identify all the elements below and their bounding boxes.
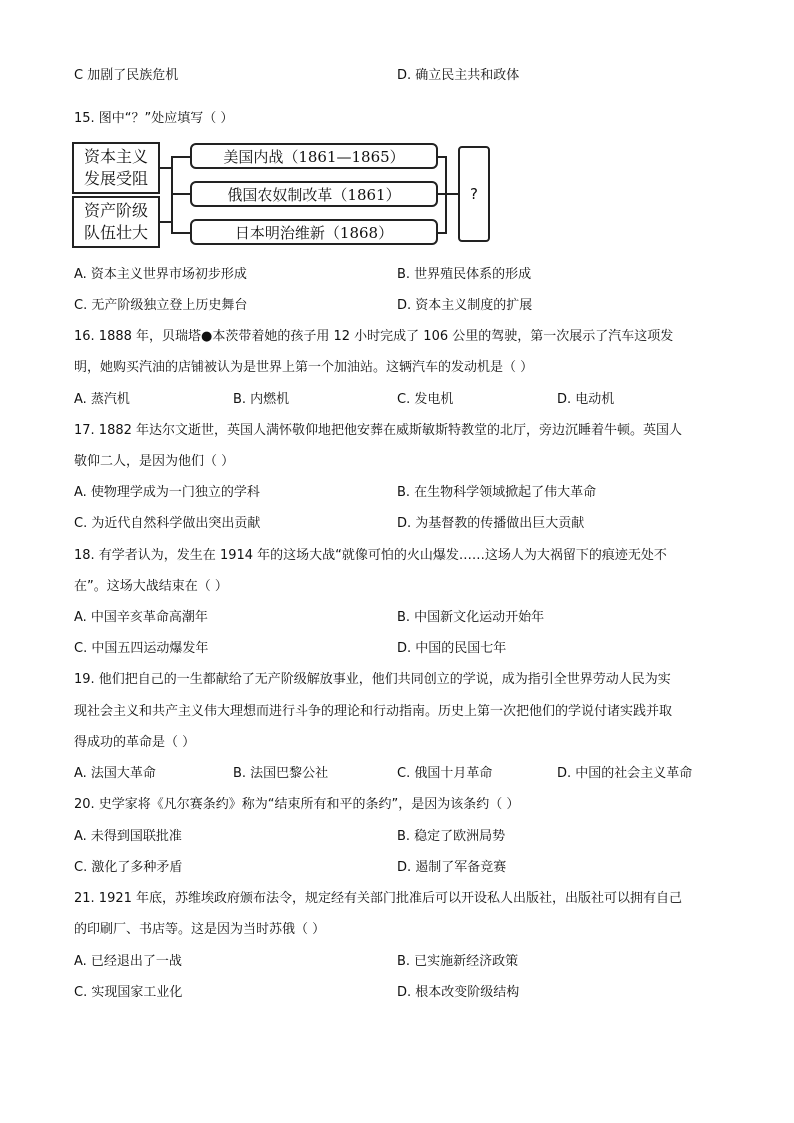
connector — [438, 193, 458, 195]
q20-option-d: D. 遏制了军备竞赛 — [397, 860, 507, 875]
q17-option-a: A. 使物理学成为一门独立的学科 — [74, 485, 260, 500]
question-17-line-2: 敬仰二人，是因为他们（ ） — [74, 454, 235, 469]
q17-option-d: D. 为基督教的传播做出巨大贡献 — [397, 516, 585, 531]
question-19-line-2: 现社会主义和共产主义伟大理想而进行斗争的理论和行动指南。历史上第一次把他们的学说付诸实践并取 — [74, 704, 673, 719]
question-19-line-1: 19. 他们把自己的一生都献给了无产阶级解放事业，他们共同创立的学说，成为指引全世界劳动人民为实 — [74, 672, 671, 687]
q15-option-b: B. 世界殖民体系的形成 — [397, 267, 532, 282]
event-us-civil-war: 美国内战（1861—1865） — [190, 143, 438, 169]
q18-option-c: C. 中国五四运动爆发年 — [74, 641, 209, 656]
q15-option-c: C. 无产阶级独立登上历史舞台 — [74, 298, 248, 313]
q18-option-d: D. 中国的民国七年 — [397, 641, 507, 656]
diagram-box-capitalism-blocked: 资本主义发展受阻 — [72, 142, 160, 194]
q21-option-a: A. 已经退出了一战 — [74, 954, 182, 969]
q18-option-a: A. 中国辛亥革命高潮年 — [74, 610, 208, 625]
q16-option-a: A. 蒸汽机 — [74, 392, 130, 407]
q19-option-b: B. 法国巴黎公社 — [233, 766, 329, 781]
question-16-line-2: 明，她购买汽油的店铺被认为是世界上第一个加油站。这辆汽车的发动机是（ ） — [74, 360, 534, 375]
q15-diagram — [72, 140, 492, 248]
diagram-question-box: ? — [458, 146, 490, 242]
question-21-line-1: 21. 1921 年底，苏维埃政府颁布法令，规定经有关部门批准后可以开设私人出版社，出版社可以拥有自己 — [74, 891, 683, 906]
q19-option-a: A. 法国大革命 — [74, 766, 156, 781]
connector — [171, 232, 190, 234]
q16-option-d: D. 电动机 — [557, 392, 615, 407]
q16-option-b: B. 内燃机 — [233, 392, 290, 407]
q17-option-c: C. 为近代自然科学做出突出贡献 — [74, 516, 261, 531]
q15-option-d: D. 资本主义制度的扩展 — [397, 298, 533, 313]
q15-option-a: A. 资本主义世界市场初步形成 — [74, 267, 247, 282]
diagram-box-bourgeoisie-grows: 资产阶级队伍壮大 — [72, 196, 160, 248]
q17-option-b: B. 在生物科学领域掀起了伟大革命 — [397, 485, 597, 500]
connector — [171, 156, 190, 158]
question-18-line-1: 18. 有学者认为，发生在 1914 年的这场大战“就像可怕的火山爆发……这场人为大祸留下的痕迹无处不 — [74, 548, 667, 563]
option-d: D. 确立民主共和政体 — [397, 68, 520, 83]
q21-option-d: D. 根本改变阶级结构 — [397, 985, 520, 1000]
question-21-line-2: 的印刷厂、书店等。这是因为当时苏俄（ ） — [74, 922, 326, 937]
q21-option-b: B. 已实施新经济政策 — [397, 954, 519, 969]
question-15-stem: 15. 图中“？”处应填写（ ） — [74, 111, 234, 126]
q16-option-c: C. 发电机 — [397, 392, 454, 407]
question-16-line-1: 16. 1888 年，贝瑞塔●本茨带着她的孩子用 12 小时完成了 106 公里的驾驶，第一次展示了汽车这项发 — [74, 329, 674, 344]
event-russia-serf-reform: 俄国农奴制改革（1861） — [190, 181, 438, 207]
question-18-line-2: 在”。这场大战结束在（ ） — [74, 579, 228, 594]
q19-option-d: D. 中国的社会主义革命 — [557, 766, 693, 781]
connector — [445, 156, 447, 234]
q20-option-a: A. 未得到国联批准 — [74, 829, 182, 844]
question-20-line-1: 20. 史学家将《凡尔赛条约》称为“结束所有和平的条约”，是因为该条约（ ） — [74, 797, 520, 812]
q20-option-c: C. 激化了多种矛盾 — [74, 860, 183, 875]
option-c: C 加剧了民族危机 — [74, 68, 179, 83]
question-17-line-1: 17. 1882 年达尔文逝世，英国人满怀敬仰地把他安葬在威斯敏斯特教堂的北厅，旁边沉睡着牛顿。英国人 — [74, 423, 683, 438]
q21-option-c: C. 实现国家工业化 — [74, 985, 183, 1000]
q19-option-c: C. 俄国十月革命 — [397, 766, 493, 781]
question-19-line-3: 得成功的革命是（ ） — [74, 735, 196, 750]
q18-option-b: B. 中国新文化运动开始年 — [397, 610, 545, 625]
connector — [171, 156, 173, 234]
q20-option-b: B. 稳定了欧洲局势 — [397, 829, 506, 844]
connector — [171, 193, 190, 195]
event-meiji-restoration: 日本明治维新（1868） — [190, 219, 438, 245]
